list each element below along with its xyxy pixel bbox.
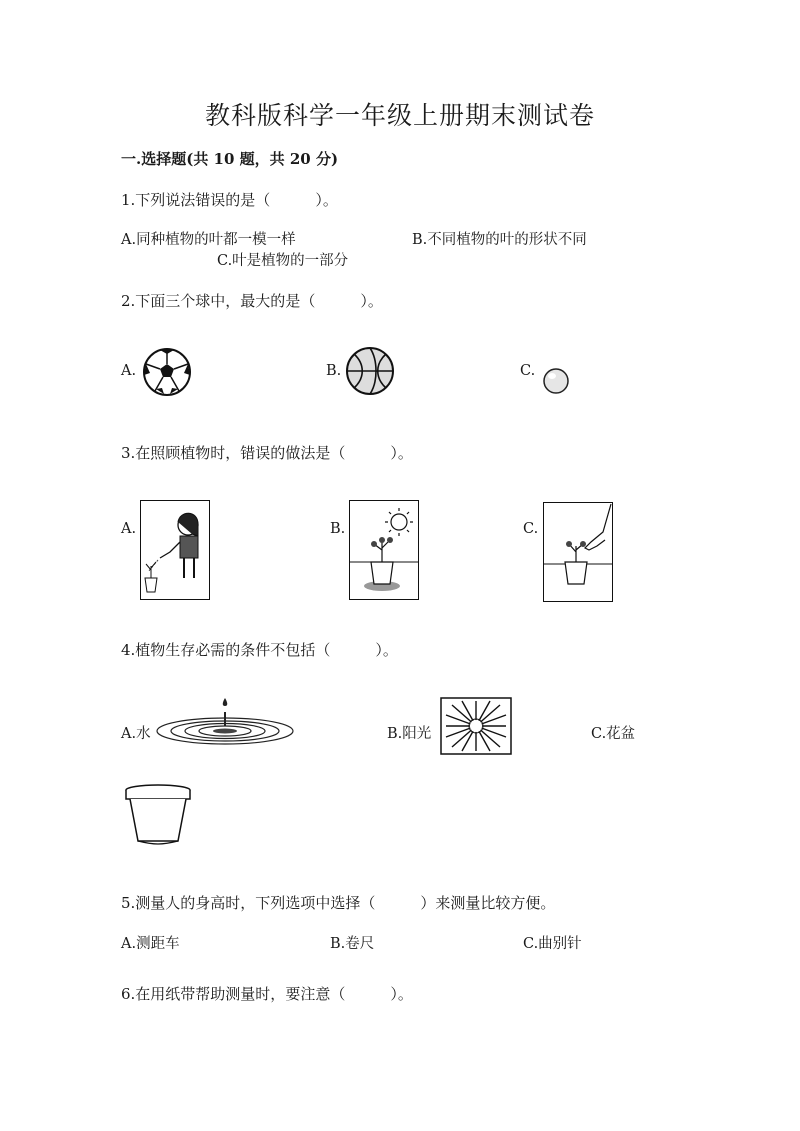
- question-4-option-b: B.阳光: [387, 726, 432, 742]
- question-4-text: 4.植物生存必需的条件不包括（ ）。: [121, 641, 398, 659]
- water-ripple-icon: [155, 696, 295, 746]
- flower-pot-icon: [124, 783, 192, 845]
- sunlight-icon: [440, 697, 512, 755]
- hand-picking-plant-icon: [543, 502, 613, 602]
- question-4-option-a: A.水: [121, 726, 151, 742]
- section-heading: 一.选择题(共 10 题，共 20 分): [121, 150, 339, 168]
- question-3-option-c: C.: [523, 521, 539, 537]
- question-5-option-b: B.卷尺: [330, 936, 375, 952]
- question-1-option-c: C.叶是植物的一部分: [217, 253, 349, 269]
- soccer-ball-icon: [142, 347, 192, 397]
- question-1-option-b: B.不同植物的叶的形状不同: [412, 232, 587, 248]
- small-ball-icon: [542, 367, 570, 395]
- basketball-icon: [345, 346, 395, 396]
- question-5-option-a: A.测距车: [121, 936, 180, 952]
- question-1-text: 1.下列说法错误的是（ ）。: [121, 191, 338, 209]
- question-3-option-b: B.: [330, 521, 346, 537]
- page-title: 教科版科学一年级上册期末测试卷: [204, 101, 595, 130]
- question-3-option-a: A.: [121, 521, 137, 537]
- question-3-text: 3.在照顾植物时，错误的做法是（ ）。: [121, 444, 413, 462]
- question-6-text: 6.在用纸带帮助测量时，要注意（ ）。: [121, 985, 413, 1003]
- question-2-option-b: B.: [326, 363, 342, 379]
- question-2-option-a: A.: [121, 363, 137, 379]
- question-2-option-c: C.: [520, 363, 536, 379]
- question-1-option-a: A.同种植物的叶都一模一样: [121, 232, 296, 248]
- question-2-text: 2.下面三个球中，最大的是（ ）。: [121, 292, 383, 310]
- question-5-option-c: C.曲别针: [523, 936, 582, 952]
- question-4-option-c: C.花盆: [591, 726, 636, 742]
- plant-in-sun-icon: [349, 500, 419, 600]
- girl-watering-plant-icon: [140, 500, 210, 600]
- question-5-text: 5.测量人的身高时，下列选项中选择（ ）来测量比较方便。: [121, 894, 556, 912]
